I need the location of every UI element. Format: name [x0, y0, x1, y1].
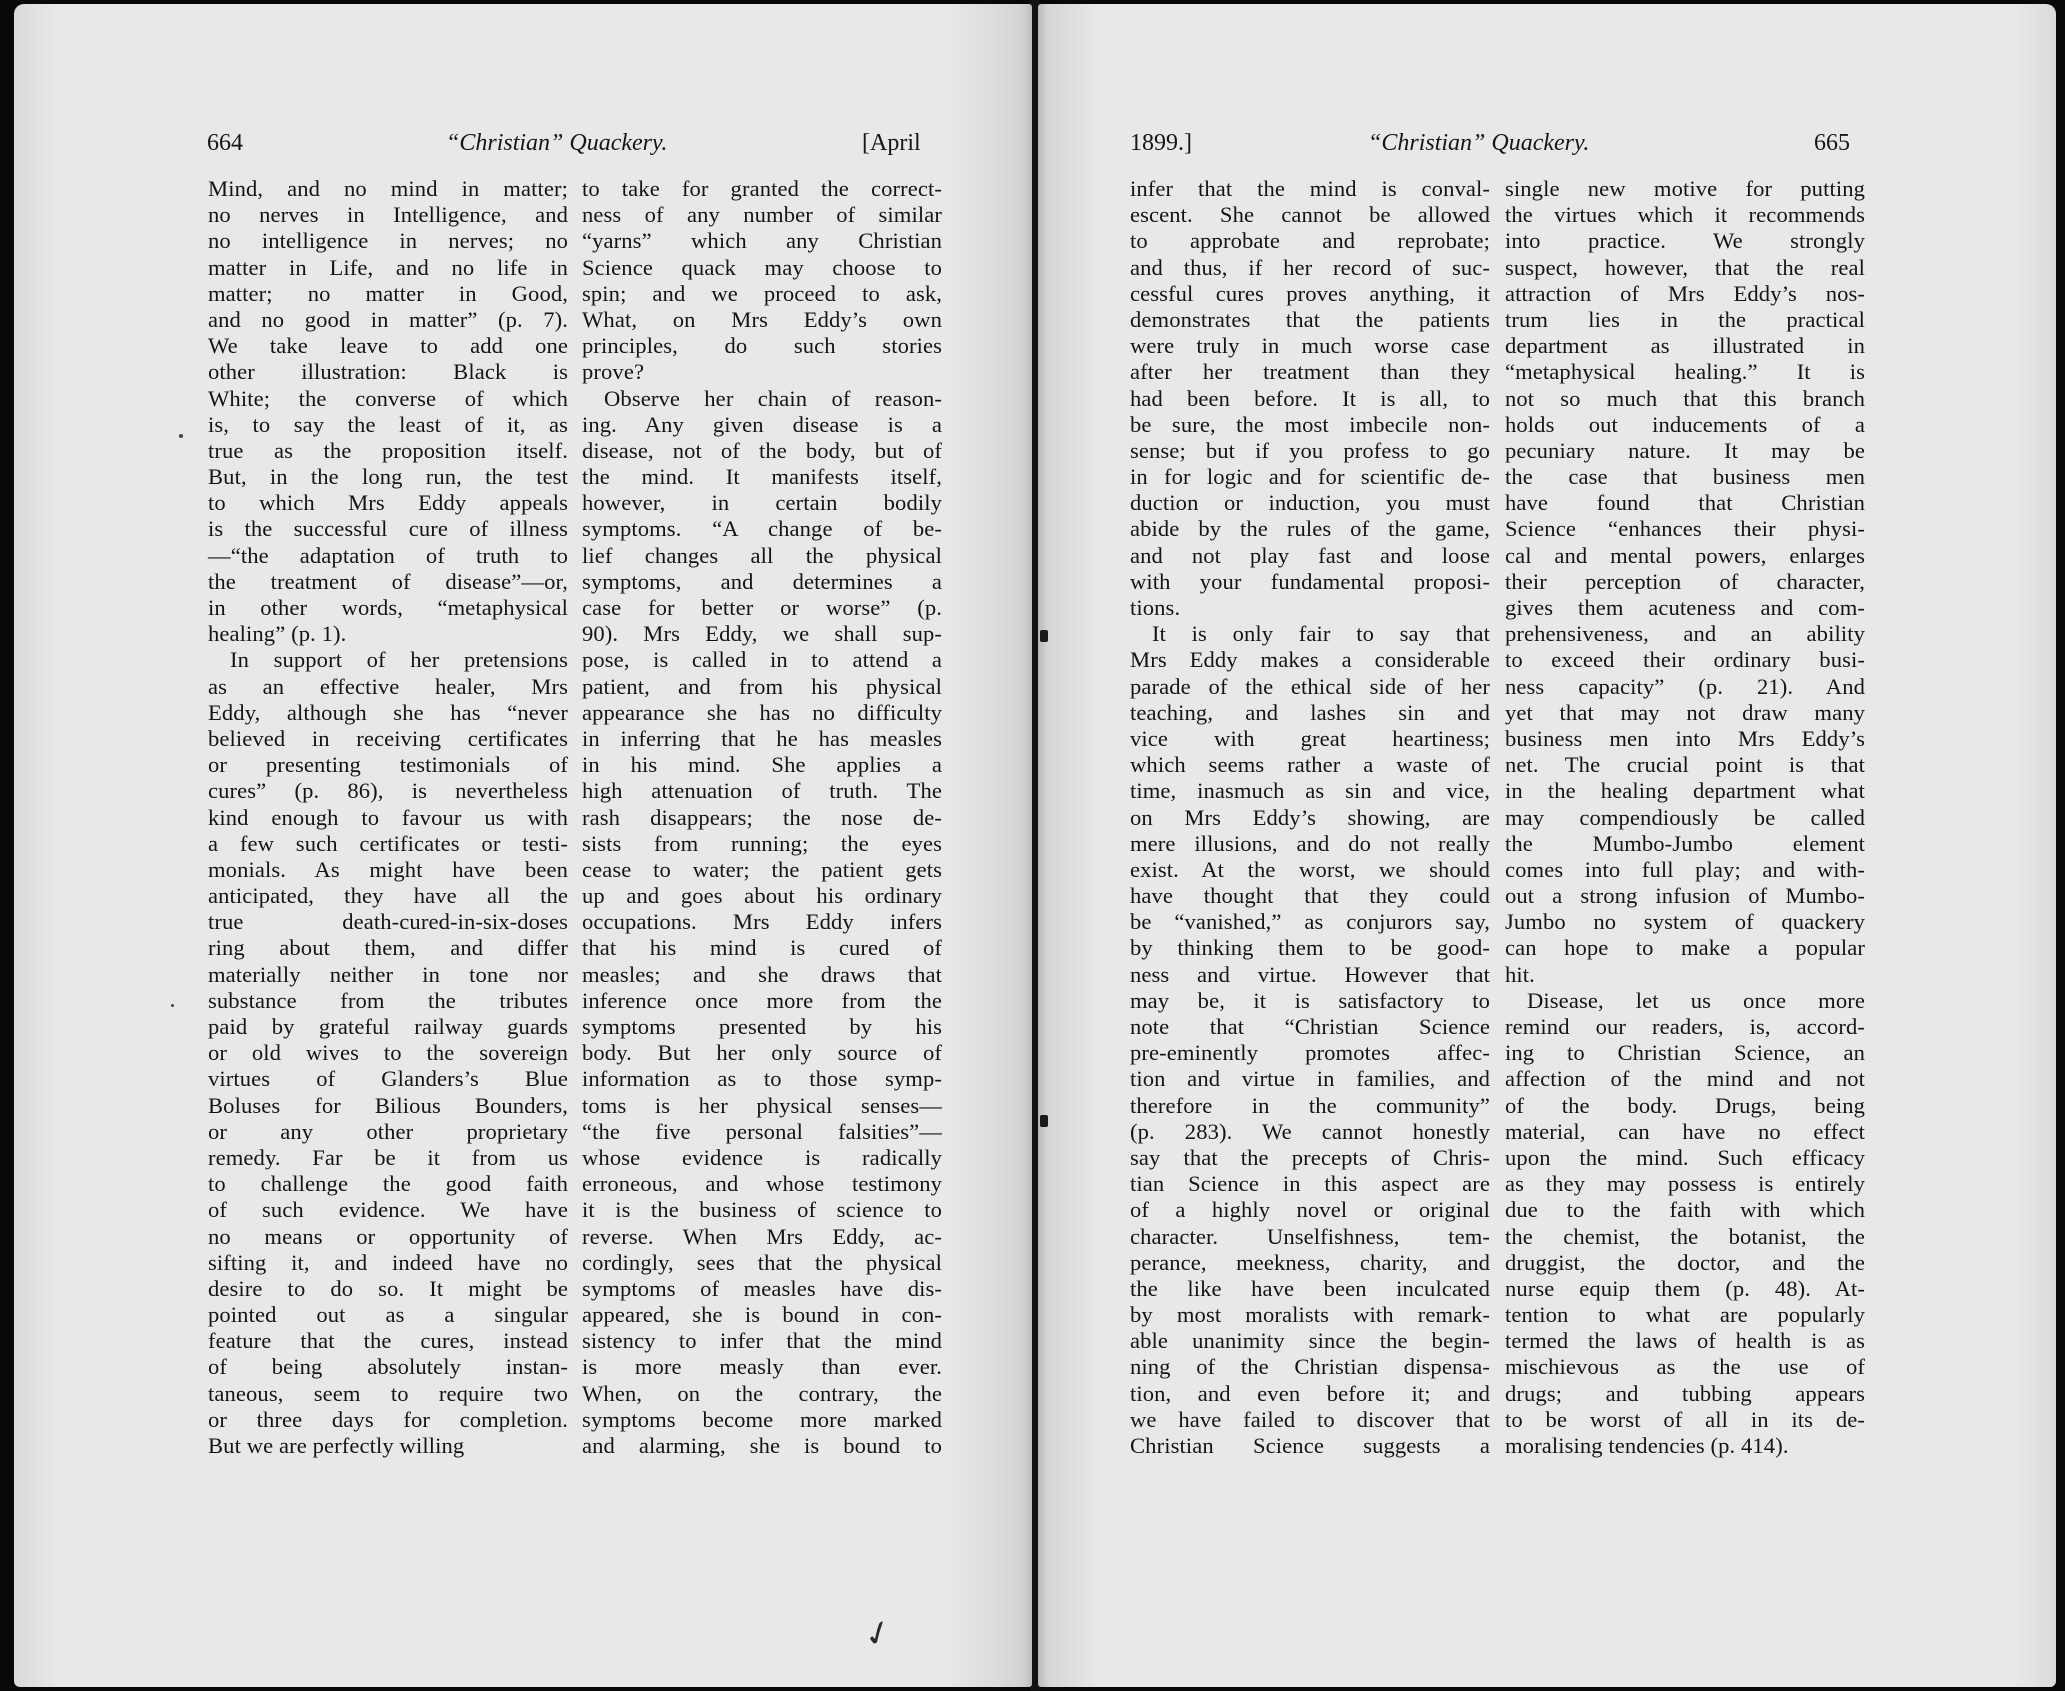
text-line: not so much that this branch [1505, 385, 1865, 411]
text-line: remind our readers, is, accord- [1505, 1014, 1865, 1039]
text-column [1505, 176, 1865, 1459]
text-column [208, 176, 568, 1459]
text-line: the like have been inculcated [1130, 1275, 1490, 1301]
text-line: duction or induction, you must [1130, 490, 1490, 516]
text-line: desire to do so. It might be [208, 1275, 568, 1301]
text-line: ness capacity” (p. 21). And [1505, 673, 1865, 699]
text-line: or old wives to the sovereign [208, 1040, 568, 1066]
text-line: believed in receiving certificates [208, 725, 568, 751]
text-line: may compendiously be called [1505, 804, 1865, 830]
text-line: department as illustrated in [1505, 333, 1865, 359]
text-line: whose evidence is radically [582, 1144, 942, 1170]
text-line: true as the proposition itself. [208, 437, 568, 463]
text-line: into practice. We strongly [1505, 228, 1865, 254]
text-line: teaching, and lashes sin and [1130, 699, 1490, 725]
text-line: matter; no matter in Good, [208, 280, 568, 306]
text-line: infer that the mind is conval- [1130, 176, 1490, 201]
text-line: other illustration: Black is [208, 359, 568, 385]
text-line: after her treatment than they [1130, 359, 1490, 385]
text-line: of the body. Drugs, being [1505, 1092, 1865, 1118]
text-line: White; the converse of which [208, 385, 568, 411]
text-line: drugs; and tubbing appears [1505, 1380, 1865, 1406]
text-line: holds out inducements of a [1505, 411, 1865, 437]
binding-clip [1040, 1115, 1048, 1127]
text-line: Boluses for Bilious Bounders, [208, 1092, 568, 1118]
text-line: to exceed their ordinary busi- [1505, 647, 1865, 673]
text-line: appeared, she is bound in con- [582, 1302, 942, 1328]
text-line: ing to Christian Science, an [1505, 1040, 1865, 1066]
text-line: and not play fast and loose [1130, 542, 1490, 568]
text-line: high attenuation of truth. The [582, 778, 942, 804]
text-line: gives them acuteness and com- [1505, 595, 1865, 620]
text-line: tion, and even before it; and [1130, 1380, 1490, 1406]
text-line: out a strong infusion of Mumbo- [1505, 883, 1865, 909]
running-head: “Christian” Quackery. [1368, 130, 1590, 156]
text-line: or three days for completion. [208, 1406, 568, 1432]
text-line: pre-eminently promotes affec- [1130, 1040, 1490, 1066]
text-line: reverse. When Mrs Eddy, ac- [582, 1223, 942, 1249]
text-line: substance from the tributes [208, 987, 568, 1013]
text-line: and alarming, she is bound to [582, 1433, 942, 1458]
text-line: symptoms presented by his [582, 1014, 942, 1039]
text-line: measles; and she draws that [582, 961, 942, 987]
text-line: however, in certain bodily [582, 490, 942, 516]
text-line: with your fundamental proposi- [1130, 568, 1490, 594]
text-line: the virtues which it recommends [1505, 202, 1865, 228]
text-line: cessful cures proves anything, it [1130, 280, 1490, 306]
text-line: cordingly, sees that the physical [582, 1249, 942, 1275]
text-line: “yarns” which any Christian [582, 228, 942, 254]
text-line: Jumbo no system of quackery [1505, 909, 1865, 935]
text-line: be “vanished,” as conjurors say, [1130, 909, 1490, 935]
text-line: note that “Christian Science [1130, 1014, 1490, 1039]
text-line: the treatment of disease”—or, [208, 568, 568, 594]
text-line: no intelligence in nerves; no [208, 228, 568, 254]
left-page [14, 4, 1032, 1687]
text-line: parade of the ethical side of her [1130, 673, 1490, 699]
text-line: cal and mental powers, enlarges [1505, 542, 1865, 568]
text-line: sense; but if you profess to go [1130, 437, 1490, 463]
text-line: symptoms. “A change of be- [582, 516, 942, 542]
text-line: body. But her only source of [582, 1040, 942, 1066]
text-line: demonstrates that the patients [1130, 306, 1490, 332]
text-line: tions. [1130, 595, 1181, 620]
text-line: “metaphysical healing.” It is [1505, 359, 1865, 385]
text-line: no means or opportunity of [208, 1223, 568, 1249]
text-line: pecuniary nature. It may be [1505, 437, 1865, 463]
text-line: were truly in much worse case [1130, 333, 1490, 359]
text-line: the mind. It manifests itself, [582, 464, 942, 490]
text-line: escent. She cannot be allowed [1130, 202, 1490, 228]
text-line: on Mrs Eddy’s showing, are [1130, 804, 1490, 830]
paper-speck [171, 1004, 174, 1007]
text-line: feature that the cures, instead [208, 1328, 568, 1354]
text-line: cures” (p. 86), is nevertheless [208, 778, 568, 804]
text-line: time, inasmuch as sin and vice, [1130, 778, 1490, 804]
text-line: When, on the contrary, the [582, 1380, 942, 1406]
text-line: abide by the rules of the game, [1130, 516, 1490, 542]
text-line: mere illusions, and do not really [1130, 830, 1490, 856]
text-line: patient, and from his physical [582, 673, 942, 699]
text-line: occupations. Mrs Eddy infers [582, 909, 942, 935]
text-line: as they may possess is entirely [1505, 1171, 1865, 1197]
text-line: It is only fair to say that [1152, 621, 1490, 647]
text-line: tion and virtue in families, and [1130, 1066, 1490, 1092]
text-line: Disease, let us once more [1527, 987, 1865, 1013]
text-line: remedy. Far be it from us [208, 1144, 568, 1170]
text-line: no nerves in Intelligence, and [208, 202, 568, 228]
text-line: which seems rather a waste of [1130, 752, 1490, 778]
text-line: appearance she has no difficulty [582, 699, 942, 725]
text-line: symptoms of measles have dis- [582, 1275, 942, 1301]
text-line: say that the precepts of Chris- [1130, 1144, 1490, 1170]
text-line: pointed out as a singular [208, 1302, 568, 1328]
text-line: matter in Life, and no life in [208, 254, 568, 280]
text-line: is, to say the least of it, as [208, 411, 568, 437]
text-line: or presenting testimonials of [208, 752, 568, 778]
page-number: 664 [207, 130, 243, 156]
text-line: as an effective healer, Mrs [208, 673, 568, 699]
running-date: 1899.] [1130, 130, 1192, 156]
text-line: attraction of Mrs Eddy’s nos- [1505, 280, 1865, 306]
text-line: information as to those symp- [582, 1066, 942, 1092]
text-line: to challenge the good faith [208, 1171, 568, 1197]
text-line: net. The crucial point is that [1505, 752, 1865, 778]
text-line: business men into Mrs Eddy’s [1505, 725, 1865, 751]
text-line: that his mind is cured of [582, 935, 942, 961]
page-number: 665 [1814, 130, 1850, 156]
text-line: But we are perfectly willing [208, 1433, 465, 1458]
text-line: spin; and we proceed to ask, [582, 280, 942, 306]
text-line: sists from running; the eyes [582, 830, 942, 856]
text-line: termed the laws of health is as [1505, 1328, 1865, 1354]
text-line: symptoms, and determines a [582, 568, 942, 594]
text-line: Science “enhances their physi- [1505, 516, 1865, 542]
text-line: toms is her physical senses— [582, 1092, 942, 1118]
text-line: Mrs Eddy makes a considerable [1130, 647, 1490, 673]
text-line: comes into full play; and with- [1505, 856, 1865, 882]
text-line: cease to water; the patient gets [582, 856, 942, 882]
text-line: taneous, seem to require two [208, 1380, 568, 1406]
text-line: by thinking them to be good- [1130, 935, 1490, 961]
text-line: What, on Mrs Eddy’s own [582, 306, 942, 332]
text-line: therefore in the community” [1130, 1092, 1490, 1118]
binding-clip [1040, 630, 1048, 642]
text-line: trum lies in the practical [1505, 306, 1865, 332]
text-line: suspect, however, that the real [1505, 254, 1865, 280]
text-line: have thought that they could [1130, 883, 1490, 909]
text-line: —“the adaptation of truth to [208, 542, 568, 568]
text-line: case for better or worse” (p. [582, 595, 942, 620]
text-line: in the healing department what [1505, 778, 1865, 804]
text-line: is the successful cure of illness [208, 516, 568, 542]
text-line: upon the mind. Such efficacy [1505, 1144, 1865, 1170]
text-line: moralising tendencies (p. 414). [1505, 1433, 1789, 1458]
text-line: erroneous, and whose testimony [582, 1171, 942, 1197]
text-line: perance, meekness, charity, and [1130, 1249, 1490, 1275]
text-line: ning of the Christian dispensa- [1130, 1354, 1490, 1380]
text-line: of a highly novel or original [1130, 1197, 1490, 1223]
text-line: it is the business of science to [582, 1197, 942, 1223]
text-line: yet that may not draw many [1505, 699, 1865, 725]
text-line: in for logic and for scientific de- [1130, 464, 1490, 490]
text-column [1130, 176, 1490, 1459]
text-line: Christian Science suggests a [1130, 1433, 1490, 1458]
pencil-mark: ✓ [858, 1610, 899, 1658]
text-line: lief changes all the physical [582, 542, 942, 568]
text-line: be sure, the most imbecile non- [1130, 411, 1490, 437]
text-line: up and goes about his ordinary [582, 883, 942, 909]
text-line: have found that Christian [1505, 490, 1865, 516]
text-line: in his mind. She applies a [582, 752, 942, 778]
text-line: healing” (p. 1). [208, 621, 347, 647]
text-line: We take leave to add one [208, 333, 568, 359]
right-page-header [1038, 124, 2056, 164]
text-line: disease, not of the body, but of [582, 437, 942, 463]
text-line: sifting it, and indeed have no [208, 1249, 568, 1275]
text-line: Eddy, although she has “never [208, 699, 568, 725]
left-page-header [14, 124, 1032, 164]
text-line: material, can have no effect [1505, 1118, 1865, 1144]
text-line: the Mumbo-Jumbo element [1505, 830, 1865, 856]
text-line: But, in the long run, the test [208, 464, 568, 490]
text-line: vice with great heartiness; [1130, 725, 1490, 751]
text-line: and thus, if her record of suc- [1130, 254, 1490, 280]
text-line: due to the faith with which [1505, 1197, 1865, 1223]
text-line: exist. At the worst, we should [1130, 856, 1490, 882]
running-date: [April [862, 130, 921, 156]
text-line: paid by grateful railway guards [208, 1014, 568, 1039]
text-line: able unanimity since the begin- [1130, 1328, 1490, 1354]
text-line: In support of her pretensions [230, 647, 568, 673]
text-line: single new motive for putting [1505, 176, 1865, 201]
text-line: Science quack may choose to [582, 254, 942, 280]
text-line: is more measly than ever. [582, 1354, 942, 1380]
text-line: may be, it is satisfactory to [1130, 987, 1490, 1013]
text-line: to take for granted the correct- [582, 176, 942, 201]
text-line: to which Mrs Eddy appeals [208, 490, 568, 516]
text-line: kind enough to favour us with [208, 804, 568, 830]
text-line: tian Science in this aspect are [1130, 1171, 1490, 1197]
text-line: symptoms become more marked [582, 1406, 942, 1432]
text-line: principles, do such stories [582, 333, 942, 359]
text-line: in inferring that he has measles [582, 725, 942, 751]
text-line: of being absolutely instan- [208, 1354, 568, 1380]
text-line: Mind, and no mind in matter; [208, 176, 568, 201]
text-line: can hope to make a popular [1505, 935, 1865, 961]
text-line: in other words, “metaphysical [208, 595, 568, 620]
text-line: hit. [1505, 961, 1535, 987]
text-line: inference once more from the [582, 987, 942, 1013]
text-line: or any other proprietary [208, 1118, 568, 1144]
text-line: and no good in matter” (p. 7). [208, 306, 568, 332]
text-line: rash disappears; the nose de- [582, 804, 942, 830]
text-line: (p. 283). We cannot honestly [1130, 1118, 1490, 1144]
right-page [1038, 4, 2056, 1687]
text-line: virtues of Glanders’s Blue [208, 1066, 568, 1092]
text-line: a few such certificates or testi- [208, 830, 568, 856]
text-line: by most moralists with remark- [1130, 1302, 1490, 1328]
text-line: had been before. It is all, to [1130, 385, 1490, 411]
paper-speck [179, 434, 183, 438]
text-line: prehensiveness, and an ability [1505, 621, 1865, 647]
text-line: pose, is called in to attend a [582, 647, 942, 673]
text-line: Observe her chain of reason- [604, 385, 942, 411]
text-line: mischievous as the use of [1505, 1354, 1865, 1380]
text-line: the case that business men [1505, 464, 1865, 490]
text-line: nurse equip them (p. 48). At- [1505, 1275, 1865, 1301]
text-line: true death-cured-in-six-doses [208, 909, 568, 935]
text-line: “the five personal falsities”— [582, 1118, 942, 1144]
text-line: ring about them, and differ [208, 935, 568, 961]
text-line: of such evidence. We have [208, 1197, 568, 1223]
text-column [582, 176, 942, 1459]
text-line: to be worst of all in its de- [1505, 1406, 1865, 1432]
text-line: materially neither in tone nor [208, 961, 568, 987]
text-line: affection of the mind and not [1505, 1066, 1865, 1092]
text-line: prove? [582, 359, 645, 385]
text-line: to approbate and reprobate; [1130, 228, 1490, 254]
text-line: 90). Mrs Eddy, we shall sup- [582, 621, 942, 647]
text-line: ness and virtue. However that [1130, 961, 1490, 987]
text-line: ing. Any given disease is a [582, 411, 942, 437]
text-line: druggist, the doctor, and the [1505, 1249, 1865, 1275]
text-line: anticipated, they have all the [208, 883, 568, 909]
text-line: the chemist, the botanist, the [1505, 1223, 1865, 1249]
text-line: sistency to infer that the mind [582, 1328, 942, 1354]
text-line: their perception of character, [1505, 568, 1865, 594]
running-head: “Christian” Quackery. [446, 130, 668, 156]
text-line: tention to what are popularly [1505, 1302, 1865, 1328]
text-line: monials. As might have been [208, 856, 568, 882]
text-line: we have failed to discover that [1130, 1406, 1490, 1432]
text-line: character. Unselfishness, tem- [1130, 1223, 1490, 1249]
text-line: ness of any number of similar [582, 202, 942, 228]
